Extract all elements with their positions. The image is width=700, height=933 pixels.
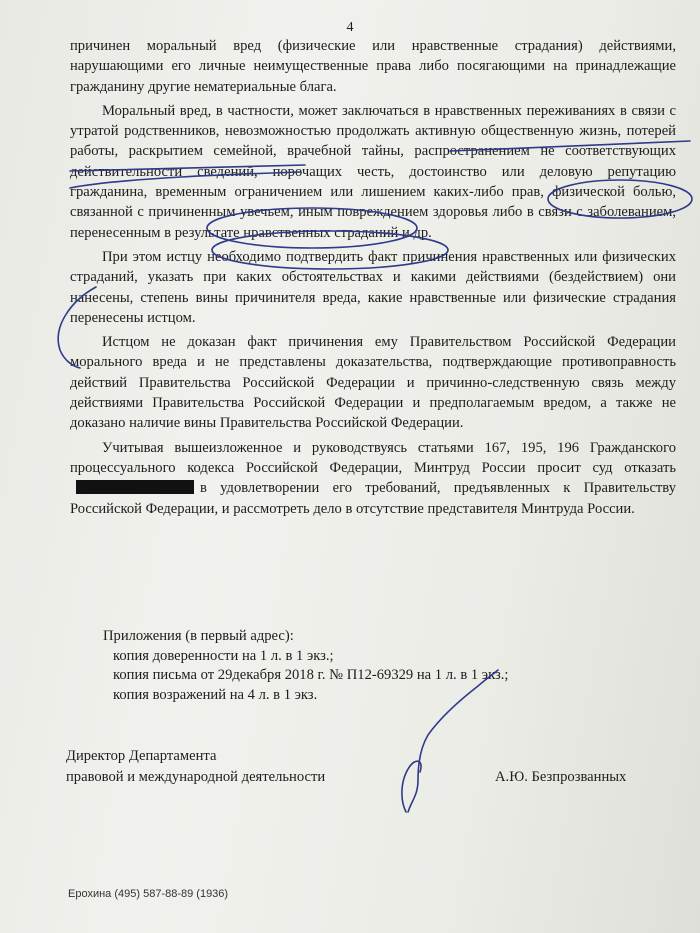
attachment-item: копия возражений на 4 л. в 1 экз. [113,686,318,703]
attachment-item: копия письма от 29декабря 2018 г. № П12-69329 на 1 л. в 1 экз.; [113,667,509,683]
contact-line: Ерохина (495) 587-88-89 (1936) [68,888,229,900]
paragraph-5 [70,438,676,519]
request-text-end: в удовлетворении его требований, предъявленных к Правительству Российской Федерации, и рассмотреть дело в отсутствие представителя Минтруда России. [70,480,676,517]
paragraph-3: При этом истцу необходимо подтвердить факт причинения нравственных или физических страданий, указать при каких обстоятельствах и какими действиями (бездействием) они нанесены, степень вины причинителя вреда, какие нравственные или физические страдания перенесены истцом. [70,248,676,326]
paragraph-1: причинен моральный вред (физические или нравственные страдания) действиями, нарушающими его личные неимущественные права либо посягающими на принадлежащие гражданину другие нематериальные блага. [70,38,676,95]
signatory-role [66,746,325,788]
attachments-list [103,627,508,705]
pen-signature [402,761,421,812]
signatory-role-line-1: Директор Департамента [66,748,217,764]
signatory-name: А.Ю. Безпрозванных [495,769,627,785]
redaction-block [76,480,194,494]
paragraph-4: Истцом не доказан факт причинения ему Правительством Российской Федерации морального вреда и не представлены доказательства, подтверждающие противоправность действий Правительства Российской Федерации и причинно-следственную связь между действиями Правительства Российской Федерации и предполагаемым вредом, а также не доказано наличие вины Правительства Российской Федерации. [70,334,676,432]
signatory-role-line-2: правовой и международной деятельности [66,769,326,785]
attachments-heading: Приложения (в первый адрес): [103,628,294,644]
page-number: 4 [346,20,354,35]
request-text-start: Учитывая вышеизложенное и руководствуясь статьями 167, 195, 196 Гражданского процессуального кодекса Российской Федерации, Минтруд России просит суд отказать [70,439,676,476]
letter-body [70,36,676,519]
attachment-item: копия доверенности на 1 л. в 1 экз.; [113,647,334,664]
paragraph-2: Моральный вред, в частности, может заключаться в нравственных переживаниях в связи с утратой родственников, невозможностью продолжать активную общественную жизнь, потерей работы, раскрытием семейной, врачебной тайны, распространением не соответствующих действительности сведений, порочащих честь, достоинство или деловую репутацию гражданина, временным ограничением или лишением каких-либо прав, физической болью, связанной с причиненным увечьем, иным повреждением здоровья либо в связи с заболеванием, перенесенным в результате нравственных страданий и др. [70,102,676,241]
